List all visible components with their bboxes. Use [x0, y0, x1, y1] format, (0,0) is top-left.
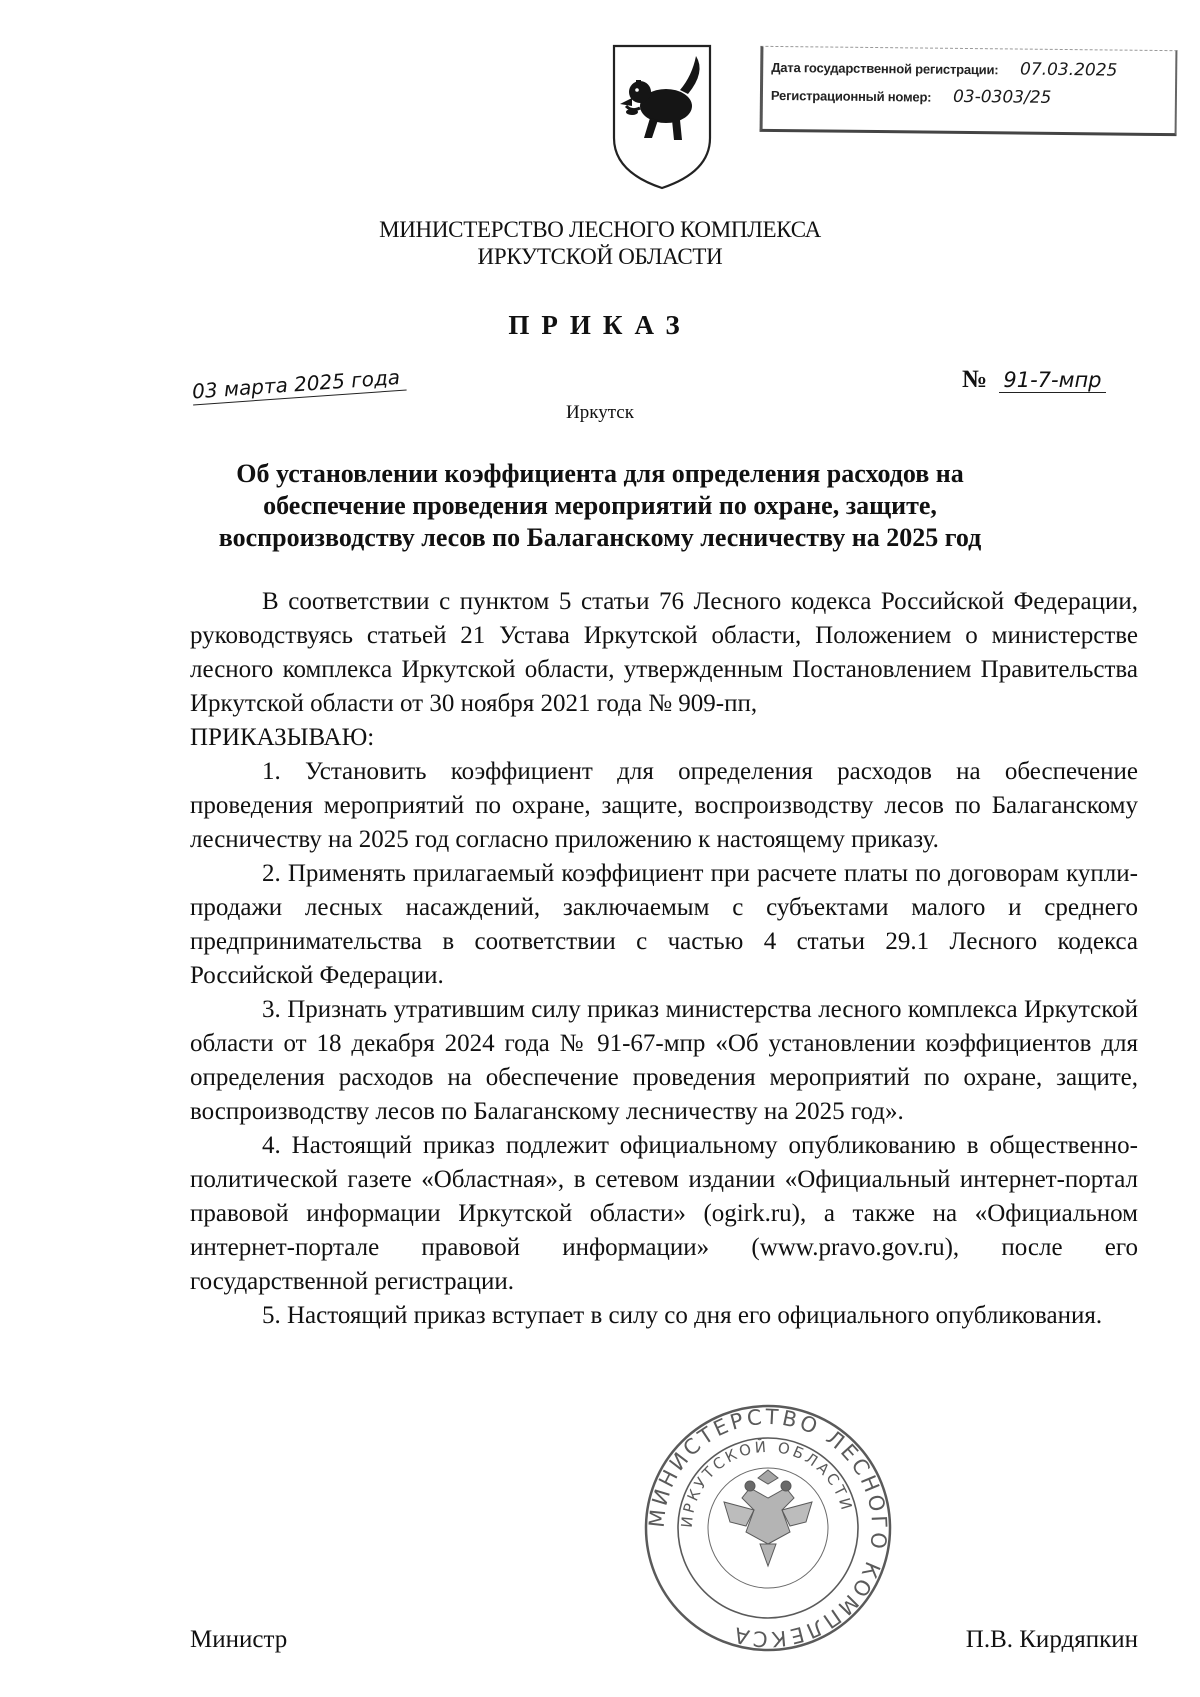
order-date-handwritten: 03 марта 2025 года [191, 365, 406, 406]
city-label: Иркутск [566, 402, 634, 423]
coat-of-arms-icon [610, 42, 714, 192]
official-seal-icon [642, 1402, 894, 1654]
seal-outer-text: МИНИСТЕРСТВО ЛЕСНОГО КОМПЛЕКСА [644, 1404, 892, 1652]
registration-date-value: 07.03.2025 [1019, 59, 1118, 81]
order-number-handwritten: 91-7-мпр [999, 368, 1105, 393]
registration-date-label: Дата государственной регистрации: [771, 59, 999, 78]
order-item: 2. Применять прилагаемый коэффициент при расчете платы по договорам купли-продажи лесных насаждений, заключаемым с субъектами малого и среднего предпринимательства в соответствии с частью 4 статьи 29.1 Лесного кодекса Российской Федерации. [190, 860, 1138, 989]
document-type: ПРИКАЗ [508, 310, 692, 340]
registration-number-value: 03-0303/25 [952, 86, 1052, 108]
signatory-position: Министр [190, 1626, 288, 1653]
order-item: 3. Признать утратившим силу приказ министерства лесного комплекса Иркутской области от 18 декабря 2024 года № 91-67-мпр «Об установлении коэффициентов для определения расходов на обеспечение проведения мероприятий по охране, защите, воспроизводству лесов по Балаганскому лесничеству на 2025 год». [190, 996, 1138, 1125]
registration-number-label: Регистрационный номер: [770, 87, 932, 105]
ministry-name [0, 216, 1200, 270]
order-item: 5. Настоящий приказ вступает в силу со дня его официального опубликования. [262, 1302, 1103, 1329]
registration-number-row [771, 85, 1052, 108]
number-sign: № [962, 366, 988, 393]
seal-inner-text: ИРКУТСКОЙ ОБЛАСТИ [677, 1437, 857, 1529]
order-item: 4. Настоящий приказ подлежит официальному опубликованию в общественно-политической газете «Областная», в сетевом издании «Официальный интернет-портал правовой информации Иркутской области» (ogirk.ru), а также на «Официальном интернет-портале правовой информации» (www.pravo.gov.ru), после его государственной регистрации. [190, 1132, 1138, 1295]
signatory-name: П.В. Кирдяпкин [965, 1626, 1138, 1653]
order-item: 1. Установить коэффициент для определения расходов на обеспечение проведения мероприятий по охране, защите, воспроизводству лесов по Балаганскому лесничеству на 2025 год согласно приложению к настоящему приказу. [190, 758, 1138, 853]
preamble-paragraph: В соответствии с пунктом 5 статьи 76 Лесного кодекса Российской Федерации, руководствуясь статьей 21 Устава Иркутской области, Положением о министерстве лесного комплекса Иркутской области, утвержденным Постановлением Правительства Иркутской области от 30 ноября 2021 года № 909-пп, [190, 588, 1138, 717]
ministry-line-2: ИРКУТСКОЙ ОБЛАСТИ [477, 244, 723, 269]
order-body [190, 585, 1138, 1333]
registration-stamp [760, 46, 1178, 136]
title-line-1: Об установлении коэффициента для определения расходов на [236, 459, 964, 488]
order-verb: ПРИКАЗЫВАЮ: [190, 724, 375, 751]
ministry-line-1: МИНИСТЕРСТВО ЛЕСНОГО КОМПЛЕКСА [379, 217, 821, 242]
title-line-3: воспроизводству лесов по Балаганскому лесничеству на 2025 год [218, 523, 982, 552]
order-title [150, 458, 1050, 554]
registration-date-row [771, 57, 1117, 81]
title-line-2: обеспечение проведения мероприятий по охране, защите, [263, 491, 937, 520]
order-number [962, 366, 1106, 394]
